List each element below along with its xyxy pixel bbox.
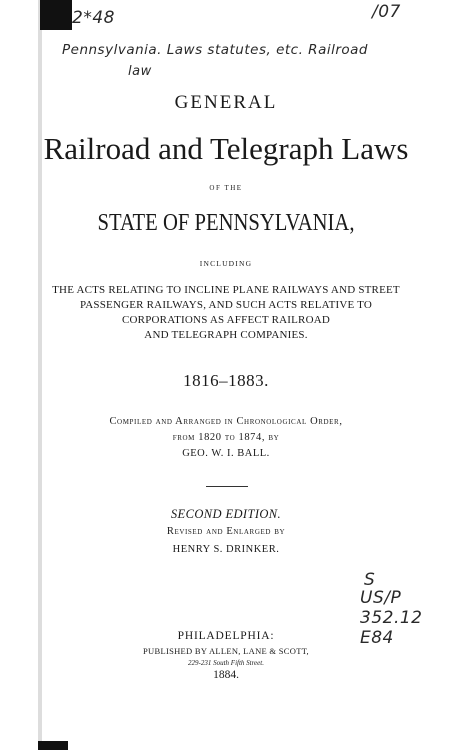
title-general: GENERAL: [174, 92, 278, 113]
edition: SECOND EDITION.: [170, 507, 282, 521]
call-number-line: S: [364, 570, 376, 590]
publication-city: PHILADELPHIA:: [177, 630, 275, 642]
state-title: STATE OF PENNSYLVANIA,: [97, 210, 355, 236]
divider: [206, 486, 248, 487]
reviser-name: HENRY S. DRINKER.: [172, 544, 280, 555]
handwritten-title-note: Pennsylvania. Laws statutes, etc. Railroad: [62, 42, 368, 58]
revised-line: Revised and Enlarged by: [166, 526, 286, 537]
compiled-line: Compiled and Arranged in Chronological Order,: [109, 416, 343, 427]
acts-line: CORPORATIONS AS AFFECT RAILROAD: [121, 314, 330, 326]
years: 1816–1883.: [183, 371, 269, 390]
of-the: OF THE: [209, 184, 243, 192]
scan-edge-mark-bottom: [38, 741, 68, 750]
call-number-line: US/P: [360, 588, 402, 608]
scan-edge-mark-top: [40, 0, 72, 30]
compiler-name: GEO. W. I. BALL.: [182, 448, 270, 459]
acts-line: PASSENGER RAILWAYS, AND SUCH ACTS RELATIVE TO: [79, 299, 373, 311]
acts-line: THE ACTS RELATING TO INCLINE PLANE RAILWAYS AND STREET: [52, 284, 400, 296]
compiled-line: from 1820 to 1874, by: [172, 432, 280, 443]
including: INCLUDING: [199, 259, 253, 268]
publisher-address: 229-231 South Fifth Street.: [188, 659, 264, 667]
handwritten-number: 2*48: [72, 8, 115, 28]
publisher: PUBLISHED BY ALLEN, LANE & SCOTT,: [143, 646, 309, 656]
acts-line: AND TELEGRAPH COMPANIES.: [144, 329, 308, 341]
main-title: Railroad and Telegraph Laws: [43, 131, 409, 166]
call-number-line: E84: [360, 628, 394, 648]
handwritten-sub-note: law: [128, 64, 152, 79]
publication-year: 1884.: [213, 669, 239, 681]
call-number-line: 352.12: [360, 608, 423, 628]
handwritten-number-right: /07: [372, 2, 401, 22]
